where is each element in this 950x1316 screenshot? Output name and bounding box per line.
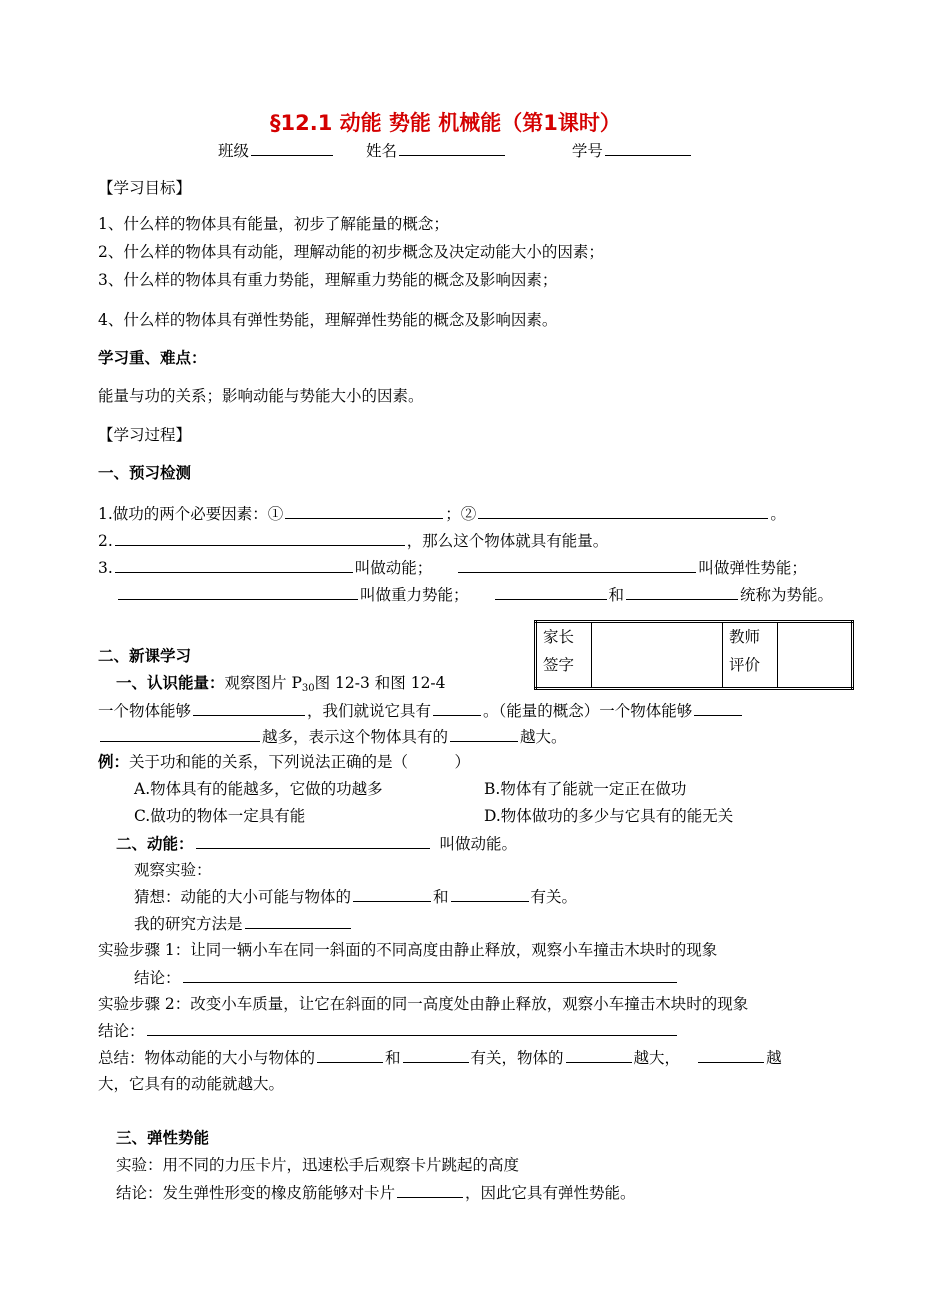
option-d[interactable]: D.物体做功的多少与它具有的能无关: [484, 807, 734, 825]
experiment-step-2: 实验步骤 2：改变小车质量，让它在斜面的同一高度处由静止释放，观察小车撞击木块时的现象: [98, 995, 749, 1013]
method-blank[interactable]: [245, 913, 351, 929]
class-label: 班级: [218, 142, 250, 160]
summary-line-2: 大，它具有的动能就越大。: [98, 1075, 285, 1093]
summary-blank-2[interactable]: [403, 1047, 469, 1063]
name-blank[interactable]: [399, 140, 505, 156]
conclusion-1-blank[interactable]: [183, 967, 677, 983]
example-question: 例：关于功和能的关系，下列说法正确的是（ ）: [98, 753, 471, 771]
id-label: 学号: [571, 142, 603, 160]
conclusion-1: 结论：: [134, 967, 679, 988]
energy-concept-line2: 越多，表示这个物体具有的 越大。: [98, 726, 567, 747]
summary-blank-3[interactable]: [566, 1047, 632, 1063]
key-points-heading: 学习重、难点：: [98, 349, 207, 367]
section-elastic-title: 三、弹性势能: [116, 1129, 210, 1147]
q2-blank[interactable]: [115, 530, 405, 546]
teacher-evaluation-field[interactable]: [778, 622, 853, 689]
elastic-blank[interactable]: [397, 1182, 463, 1198]
summary-blank-4[interactable]: [698, 1047, 764, 1063]
section-energy-title: 一、认识能量：观察图片 $P_{30}$图 12-3 和图 12-4: [116, 674, 446, 694]
energy-blank-4[interactable]: [100, 726, 260, 742]
new-lesson-heading: 二、新课学习: [98, 647, 192, 665]
teacher-evaluation-label: 教师 评价: [723, 622, 778, 689]
q3-blank-elastic[interactable]: [458, 557, 696, 573]
elastic-experiment: 实验：用不同的力压卡片，迅速松手后观察卡片跳起的高度: [116, 1156, 520, 1174]
q1-blank-1[interactable]: [285, 503, 443, 519]
conclusion-2-blank[interactable]: [147, 1020, 677, 1036]
section-kinetic-title: 二、动能： 叫做动能。: [116, 835, 518, 853]
experiment-step-1: 实验步骤 1：让同一辆小车在同一斜面的不同高度由静止释放，观察小车撞击木块时的现象: [98, 941, 718, 959]
objective-item: 2、什么样的物体具有动能，理解动能的初步概念及决定动能大小的因素；: [98, 243, 604, 261]
option-a[interactable]: A.物体具有的能越多，它做的功越多: [134, 780, 383, 798]
page-title: §12.1 动能 势能 机械能（第1课时）: [270, 111, 621, 135]
observe-experiment: 观察实验：: [134, 861, 212, 879]
class-blank[interactable]: [251, 140, 333, 156]
signature-table: [534, 620, 854, 690]
energy-blank-2[interactable]: [433, 700, 481, 716]
q1-blank-2[interactable]: [478, 503, 768, 519]
parent-signature-field[interactable]: [592, 622, 723, 689]
parent-signature-label: 家长 签字: [536, 622, 592, 689]
preview-q3-line2: 叫做重力势能； 和 统称为势能。: [116, 584, 833, 605]
preview-q3-line1: 3. 叫做动能； 叫做弹性势能；: [98, 559, 807, 577]
name-label: 姓名: [365, 142, 397, 160]
objective-item: 3、什么样的物体具有重力势能，理解重力势能的概念及影响因素；: [98, 271, 558, 289]
summary-blank-1[interactable]: [317, 1047, 383, 1063]
objectives-heading: 【学习目标】: [98, 179, 192, 197]
energy-blank-5[interactable]: [450, 726, 518, 742]
elastic-conclusion: 结论：发生弹性形变的橡皮筋能够对卡片 ，因此它具有弹性势能。: [116, 1184, 636, 1202]
hypothesis-line: 猜想：动能的大小可能与物体的 和 有关。: [134, 888, 578, 906]
preview-q2: 2. ，那么这个物体就具有能量。: [98, 532, 609, 550]
kinetic-definition-blank[interactable]: [196, 833, 430, 849]
option-c[interactable]: C.做功的物体一定具有能: [134, 807, 306, 825]
hypothesis-blank-1[interactable]: [353, 886, 431, 902]
q3-blank-gravity[interactable]: [118, 584, 358, 600]
q3-blank-and-2[interactable]: [626, 584, 738, 600]
preview-heading: 一、预习检测: [98, 464, 192, 482]
summary-line-1: 总结：物体动能的大小与物体的 和 有关，物体的 越大， 越: [98, 1049, 782, 1067]
preview-q1: 1.做功的两个必要因素：① ；② 。: [98, 505, 786, 523]
id-blank[interactable]: [605, 140, 691, 156]
objective-item: 4、什么样的物体具有弹性势能，理解弹性势能的概念及影响因素。: [98, 311, 558, 329]
key-points-text: 能量与功的关系；影响动能与势能大小的因素。: [98, 387, 424, 405]
process-heading: 【学习过程】: [98, 426, 192, 444]
objective-item: 1、什么样的物体具有能量，初步了解能量的概念；: [98, 215, 449, 233]
method-line: 我的研究方法是: [134, 913, 353, 934]
q3-blank-and-1[interactable]: [495, 584, 607, 600]
q3-blank-kinetic[interactable]: [115, 557, 353, 573]
energy-blank-3[interactable]: [694, 700, 742, 716]
energy-blank-1[interactable]: [193, 700, 305, 716]
student-info-line: [218, 140, 693, 161]
option-b[interactable]: B.物体有了能就一定正在做功: [484, 780, 687, 798]
conclusion-2: 结论：: [98, 1020, 679, 1041]
energy-concept-line1: 一个物体能够 ，我们就说它具有 。（能量的概念）一个物体能够: [98, 700, 744, 721]
hypothesis-blank-2[interactable]: [451, 886, 529, 902]
